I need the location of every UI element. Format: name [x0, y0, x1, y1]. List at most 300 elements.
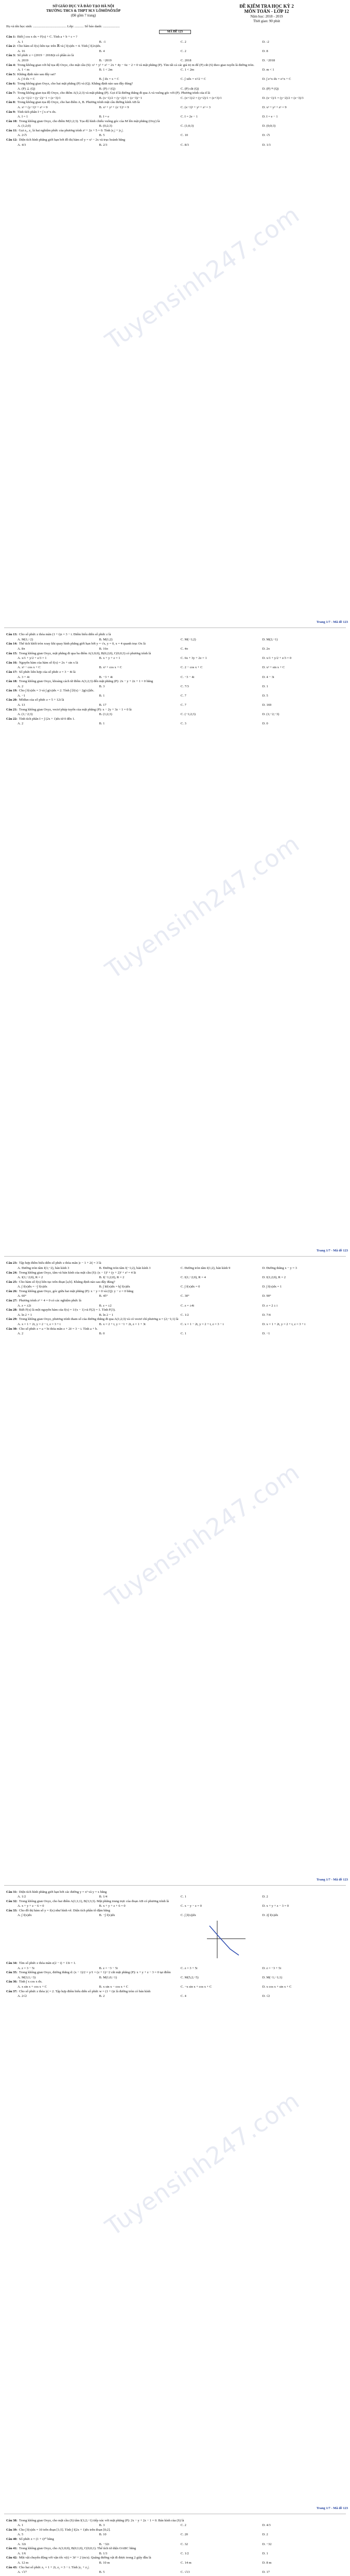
answer-option[interactable]: B. 0: [99, 1332, 105, 1336]
answer-option[interactable]: D. ∫ f(x)dx = 1: [262, 1285, 282, 1289]
answer-option[interactable]: A. 16: [18, 49, 25, 53]
answer-option[interactable]: D. 2π: [262, 647, 270, 651]
question: [6, 1909, 344, 1913]
answer-option[interactable]: C. I = 2e − 1: [181, 115, 198, 119]
answer-option[interactable]: C. 2: [181, 2523, 186, 2528]
answer-option[interactable]: C. (1;0;3): [181, 124, 194, 128]
question-text: Trong không gian Oxyz, cho mặt cầu (S) tâm I(1;2;−1) tiếp xúc với mặt phẳng (P): 2x − y + 2z − 1 = 0. Bán kính của (S) là: [19, 2518, 184, 2522]
answer-option[interactable]: D. (P) ≡ (Q): [262, 87, 279, 91]
answer-option[interactable]: B. z = ±2: [99, 1303, 112, 1308]
question-number: Câu 20:: [6, 698, 18, 702]
question: [6, 54, 344, 58]
exam-info-strong: ĐỀ KIỂM TRA HỌC KỲ 2: [239, 4, 294, 9]
question-number: Câu 19:: [6, 689, 18, 693]
answer-option[interactable]: A. 1 < m: [18, 68, 30, 72]
answer-option[interactable]: B. x + y + z = 1: [99, 656, 120, 660]
answer-option[interactable]: A. x/1 + y/2 + z/3 = 1: [18, 656, 47, 660]
exam-info-strong: MÔN TOÁN - LỚP 12: [244, 9, 289, 14]
answer-option[interactable]: B. 17: [99, 703, 107, 707]
answer-options: [6, 722, 344, 726]
answer-options: [6, 1294, 344, 1299]
answer-option[interactable]: A. 2: [18, 684, 24, 688]
question: [6, 82, 344, 87]
answer-option[interactable]: A. I = 1: [18, 115, 28, 119]
question-text: Tính tích phân I = ∫ (2x + 1)dx từ 0 đến 1.: [19, 717, 75, 721]
question-text: Cho ∫ f(x)dx = 10 trên đoạn [1;5]. Tính ∫ f(2x + 1)dx trên đoạn [0;2].: [19, 2528, 111, 2532]
answer-option[interactable]: B. 10: [99, 2533, 107, 2537]
answer-option[interactable]: C. 4π: [181, 647, 188, 651]
question: [6, 120, 344, 124]
answer-option[interactable]: C. 2018: [181, 58, 191, 62]
answer-option[interactable]: B. Đường tròn tâm I(−1;2), bán kính 3: [99, 1266, 151, 1270]
answer-option[interactable]: A. ∫ 0 dx = C: [18, 77, 35, 81]
question-number: Câu 16:: [6, 660, 18, 665]
exam-page: [6, 633, 344, 726]
answer-option[interactable]: D. x + y + z − 3 = 0: [262, 1904, 289, 1908]
question-number: Câu 29:: [6, 1317, 18, 1321]
answer-option[interactable]: A. 2√5: [18, 133, 27, 138]
question: [6, 1980, 344, 1985]
question: [6, 670, 344, 675]
answer-option[interactable]: A. 12 m: [18, 2561, 29, 2565]
answer-option[interactable]: A. 5: [18, 2533, 24, 2537]
answer-option[interactable]: C. ∫ xdx = x²/2 + C: [181, 77, 206, 81]
answer-option[interactable]: B. (P) // (Q): [99, 87, 115, 91]
question-text: Cho số phức z = a + bi thỏa mãn z + 2z̄ = 3 − i. Tính a + b.: [19, 1327, 98, 1331]
question-text: Phương trình z² + 4 = 0 có các nghiệm phức là: [19, 1299, 81, 1303]
answer-option[interactable]: C. (P) cắt (Q): [181, 87, 199, 91]
question: [6, 100, 344, 105]
question: [6, 73, 344, 77]
answer-option[interactable]: B. 3: [99, 684, 105, 688]
answer-option[interactable]: B. 10 m: [99, 2561, 110, 2565]
answer-option[interactable]: B. x² + y² + (z−1)² = 9: [99, 105, 129, 109]
answer-options: [6, 1895, 344, 1900]
question: [6, 1299, 344, 1303]
page-footer: Trang 1/7 - Mã đề 123: [316, 620, 348, 624]
answer-option[interactable]: A. 2019: [18, 58, 28, 62]
answer-option[interactable]: C. M(5;2;−5): [181, 1975, 199, 1979]
answer-option[interactable]: A. M(1;−2): [18, 637, 33, 641]
answer-options: [6, 1994, 344, 1999]
question: [6, 1308, 344, 1313]
answer-option[interactable]: D. −2018: [262, 58, 275, 62]
question-text: Trong không gian Oxyz, cho hai mặt phẳng (P) và (Q). Khẳng định nào sau đây đúng?: [17, 81, 133, 86]
answer-option[interactable]: B. 5: [99, 2570, 105, 2574]
answer-option[interactable]: D. M(2;−1): [262, 637, 278, 641]
answer-option[interactable]: D. √5: [262, 133, 270, 138]
question-number: Câu 14:: [6, 642, 18, 646]
answer-option[interactable]: A. ∫ f(x)dx: [18, 1913, 32, 1918]
answer-option[interactable]: B. 45°: [99, 1294, 108, 1298]
answer-option[interactable]: C. 14 m: [181, 2561, 191, 2565]
answer-option[interactable]: D. 8: [262, 49, 268, 53]
answer-option[interactable]: A. M(3;1;−3): [18, 1975, 36, 1979]
answer-option[interactable]: C. M(−1;2): [181, 637, 196, 641]
answer-option[interactable]: B. x = 2 + t, y = −1 + 2t, z = 1 + 3t: [99, 1323, 146, 1327]
answer-option[interactable]: D. 90°: [262, 1294, 271, 1298]
exam-info: [189, 4, 344, 24]
answer-option[interactable]: D. z = 2 ± i: [262, 1303, 278, 1308]
question-number: Câu 25:: [6, 1280, 18, 1284]
answer-option[interactable]: C. ∫ f(x)dx = 0: [181, 1285, 200, 1289]
watermark-text: Tuyensinh247.com: [100, 1458, 305, 1613]
answer-option[interactable]: D. x = 1 + 2t, y = 2 + t, z = 3 + t: [262, 1323, 306, 1327]
answer-option[interactable]: D. 4 − 3i: [262, 675, 274, 679]
answer-option[interactable]: A. 60°: [18, 1294, 27, 1298]
answer-option[interactable]: C. (−1;2;3): [181, 713, 196, 717]
answer-option[interactable]: A. 32i: [18, 2542, 26, 2546]
answer-option[interactable]: A. ln 2 + 1: [18, 1313, 32, 1317]
answer-option[interactable]: D. 4/3: [262, 2523, 271, 2528]
answer-option[interactable]: B. z = −3 − 5i: [99, 1966, 118, 1970]
answer-option[interactable]: B. M(1;0;−1): [99, 1975, 117, 1979]
question-number: Câu 4:: [6, 63, 16, 67]
answer-option[interactable]: A. Đường tròn tâm I(1;−2), bán kính 3: [18, 1266, 69, 1270]
question-text: Trong không gian tọa độ Oxyz, cho điểm A(1;2;3) và mặt phẳng (P). Gọi d là đường thẳng đi qua A và vuông góc với (P). Phương trình của d là: [17, 91, 211, 95]
question-number: Câu 22:: [6, 717, 18, 721]
answer-option[interactable]: C. (x+1)/2 = (y+2)/1 = (z+3)/1: [181, 96, 222, 100]
question-number: Câu 42:: [6, 2556, 18, 2560]
answer-option[interactable]: B. 1/3: [99, 2551, 108, 2555]
question-number: Câu 17:: [6, 670, 18, 674]
question: [6, 698, 344, 703]
question-number: Câu 35:: [6, 1971, 18, 1975]
question-text: Cho đồ thị hàm số y = f(x) như hình vẽ. Diện tích phần tô đậm bằng: [19, 1908, 110, 1912]
question: [6, 2528, 344, 2533]
answer-options: [6, 2570, 344, 2575]
answer-option[interactable]: C. 30°: [181, 1294, 189, 1298]
question-text: Trong không gian Oxyz, cho hai điểm A(1;1;1), B(3;3;3). Mặt phẳng trung trực của đoạn AB có phương trình là: [19, 1899, 169, 1903]
question-text: Môđun của số phức z = 5 + 12i là: [19, 698, 64, 702]
answer-option[interactable]: A. x² − cos x + C: [18, 666, 41, 670]
answer-option[interactable]: B. 2: [99, 1994, 105, 1998]
exam-page: [6, 1261, 344, 1336]
answer-option[interactable]: D. x/1 + y/2 + z/3 = 0: [262, 656, 291, 660]
answer-option[interactable]: A. z = 3 − 5i: [18, 1966, 34, 1970]
question: [6, 2556, 344, 2561]
exam-info-line: Thời gian: 90 phút: [253, 19, 281, 23]
answer-option[interactable]: B. 5: [99, 133, 105, 138]
answer-options: [6, 703, 344, 708]
watermark-text: Tuyensinh247.com: [100, 829, 305, 984]
answer-option[interactable]: B. (x−1)/2 = (y−2)/1 = (z−3)/−1: [99, 96, 142, 100]
question-text: Số phức liên hợp của số phức z = 3 − 4i là: [19, 670, 76, 674]
question: [6, 129, 344, 133]
answer-options: [6, 2561, 344, 2566]
answer-option[interactable]: D. 8 m: [262, 2561, 272, 2565]
answer-option[interactable]: C. 20: [181, 2533, 188, 2537]
question: [6, 35, 344, 40]
question-text: Một vật chuyển động với vận tốc v(t) = 3t² + 2 (m/s). Quãng đường vật đi được trong 2 giây đầu là: [19, 2556, 151, 2560]
answer-option[interactable]: A. I(1;−2;0), R = 2: [18, 1276, 43, 1280]
answer-option[interactable]: D. I(1;2;0), R = 2: [262, 1276, 286, 1280]
answer-option[interactable]: C. 2: [181, 40, 186, 44]
answer-option[interactable]: D. Đường thẳng x − y = 3: [262, 1266, 297, 1270]
watermark-text: Tuyensinh247.com: [100, 2086, 305, 2242]
answer-option[interactable]: D. 169: [262, 703, 272, 707]
question-text: Trong không gian Oxyz, vectơ pháp tuyến của mặt phẳng (P): x − 2y + 3z − 1 = 0 là: [19, 707, 132, 711]
answer-options: [6, 1913, 344, 1918]
answer-option[interactable]: C. (x−1)² + y² + z² = 3: [181, 105, 211, 109]
question: [6, 138, 344, 143]
answer-option[interactable]: B. −3 + 4i: [99, 675, 113, 679]
answer-option[interactable]: B. I(−1;2;0), R = 2: [99, 1276, 125, 1280]
question-text: Trong không gian Oxyz, đường thẳng d: (x − 1)/2 = y/1 = (z + 1)/−2 cắt mặt phẳng (P): x + y + z − 3 = 0 tại điểm: [19, 1971, 171, 1975]
answer-option[interactable]: B. x² + cos x + C: [99, 666, 122, 670]
answer-option[interactable]: D. −32: [262, 2542, 272, 2546]
question-number: Câu 37:: [6, 1989, 18, 1993]
answer-option[interactable]: C. −x sin x + cos x + C: [181, 1985, 212, 1989]
answer-option[interactable]: C. x − y − z = 0: [181, 1904, 202, 1908]
answer-option[interactable]: A. (P) ⊥ (Q): [18, 87, 36, 91]
answer-option[interactable]: D. M(−1;−1;1): [262, 1975, 283, 1979]
exam-code: MÃ ĐỀ 123: [159, 30, 191, 34]
answer-options: [6, 2552, 344, 2556]
answer-option[interactable]: D. 1/3: [262, 143, 271, 147]
answer-option[interactable]: D. 0: [262, 722, 268, 726]
answer-option[interactable]: A. −1: [18, 693, 25, 698]
answer-option[interactable]: C. √13: [181, 2570, 190, 2574]
question: [6, 1900, 344, 1904]
answer-option[interactable]: A. 1: [18, 2523, 24, 2528]
answer-option[interactable]: B. 16π: [99, 647, 108, 651]
function-curve: [209, 1926, 239, 1955]
answer-option[interactable]: C. 7/3: [181, 684, 189, 688]
answer-option[interactable]: D. (0;0;3): [262, 124, 276, 128]
answer-option[interactable]: C. 32: [181, 2542, 188, 2546]
question-text: Trong không gian tọa độ Oxyz, cho hai điểm A, B. Phương trình mặt cầu đường kính AB là: [17, 100, 140, 105]
answer-option[interactable]: C. 1/2: [181, 2551, 189, 2555]
answer-option[interactable]: D. x cos x + sin x + C: [262, 1985, 292, 1989]
answer-option[interactable]: B. -1: [99, 40, 106, 44]
answer-options: [6, 96, 344, 101]
answer-option[interactable]: D. I = e − 1: [262, 115, 278, 119]
question-text: Diện tích hình phẳng giới hạn bởi các đường y = x³ và y = x bằng: [19, 1890, 107, 1894]
answer-option[interactable]: C. 7: [181, 703, 186, 707]
question-number: Câu 10:: [6, 119, 18, 123]
question-text: Trong không gian Oxyz, phương trình tham số của đường thẳng đi qua A(1;2;3) và có vectơ chỉ phương u = (2;−1;1) là: [19, 1317, 179, 1321]
page-separator: [4, 1256, 346, 1257]
question-number: Câu 27:: [6, 1299, 18, 1303]
answer-options: [6, 656, 344, 661]
answer-option[interactable]: C. I(1;−2;0), R = 4: [181, 1276, 206, 1280]
answer-option[interactable]: A. z = ±2i: [18, 1303, 31, 1308]
answer-option[interactable]: D. 17: [262, 2570, 270, 2574]
answer-option[interactable]: B. I = e: [99, 115, 110, 119]
question: [6, 708, 344, 713]
question-number: Câu 7:: [6, 91, 16, 95]
answer-options: [6, 1976, 344, 1980]
question: [6, 1971, 344, 1975]
question-text: Cho hai số phức z₁ = 1 + 2i, z₂ = 3 − i. Tính |z₁ + z₂|.: [19, 2565, 90, 2569]
answer-option[interactable]: B. (1;2;3): [99, 713, 112, 717]
question-number: Câu 9:: [6, 110, 16, 114]
answer-option[interactable]: B. ∫ dx = x + C: [99, 77, 119, 81]
question-text: Trong không gian Oxyz, cho điểm M(1;2;3). Tọa độ hình chiếu vuông góc của M lên mặt phẳng (Oxy) là: [19, 119, 160, 123]
answer-option[interactable]: C. 6x + 3y + 2z = 1: [181, 656, 207, 660]
answer-option[interactable]: D. x² + sin x + C: [262, 666, 285, 670]
answer-option[interactable]: A. 13: [18, 703, 25, 707]
question-number: Câu 18:: [6, 680, 18, 684]
answer-option[interactable]: A. (1;2;0): [18, 124, 31, 128]
question: [6, 680, 344, 684]
question: [6, 2519, 344, 2523]
answer-option[interactable]: C. 7: [181, 693, 186, 698]
answer-option[interactable]: B. −2019: [99, 58, 112, 62]
answer-option[interactable]: A. (1;−2;3): [18, 713, 33, 717]
answer-option[interactable]: C. 1 < 2m: [181, 68, 195, 72]
answer-option[interactable]: A. x² + (y−1)² + z² = 9: [18, 105, 48, 109]
exam-info-line: Năm học: 2018 - 2019: [250, 14, 283, 19]
question: [6, 1271, 344, 1276]
answer-option[interactable]: B. x sin x − cos x + C: [99, 1985, 129, 1989]
answer-option[interactable]: A. (x−1)/2 = (y−2)/−1 = (z−3)/1: [18, 96, 61, 100]
answer-option[interactable]: A. 1: [18, 40, 24, 44]
question-text: Nguyên hàm của hàm số f(x) = 2x + sin x là: [19, 660, 78, 665]
answer-option[interactable]: D. -2: [262, 40, 269, 44]
answer-options: [6, 1276, 344, 1280]
answer-option[interactable]: B. (0;2;3): [99, 124, 112, 128]
question-number: Câu 30:: [6, 1327, 18, 1331]
answer-option[interactable]: B. ∫ kf(x)dx = k∫ f(x)dx: [99, 1285, 130, 1289]
question-number: Câu 3:: [6, 54, 16, 58]
question-number: Câu 28:: [6, 1308, 18, 1312]
answer-option[interactable]: A. x = 1 + 2t, y = 2 − t, z = 3 + t: [18, 1323, 61, 1327]
answer-option[interactable]: B. ln 2 − 1: [99, 1313, 114, 1317]
answer-option[interactable]: C. 8/3: [181, 143, 189, 147]
answer-option[interactable]: C. 1: [181, 1332, 186, 1336]
answer-options: [6, 675, 344, 680]
question-text: Số phức z = (2019 − 2018i)i có phần ảo là: [17, 54, 74, 58]
question: [6, 2566, 344, 2570]
answer-options: [6, 685, 344, 689]
question-number: Câu 40:: [6, 2537, 18, 2541]
answer-option[interactable]: D. 1: [262, 2551, 268, 2555]
question-text: Trong không gian Oxyz, khoảng cách từ điểm A(1;2;3) đến mặt phẳng (P): 2x − y + 2z + 1 = 0 bằng: [19, 680, 153, 684]
answer-option[interactable]: A. 4/3: [18, 143, 26, 147]
answer-option[interactable]: B. M(1;2): [99, 637, 113, 641]
answer-option[interactable]: B. 1: [99, 722, 105, 726]
answer-option[interactable]: D. 5: [262, 693, 268, 698]
answer-option[interactable]: C. −3 − 4i: [181, 675, 195, 679]
answer-option[interactable]: A. 1/2: [18, 1895, 26, 1899]
answer-option[interactable]: C. 1/2: [181, 1313, 189, 1317]
question-text: Tìm số phức z thỏa mãn z(2 − i) + 13i = 1.: [19, 1961, 76, 1965]
answer-option[interactable]: A. x sin x + cos x + C: [18, 1985, 47, 1989]
answer-options: [6, 1323, 344, 1327]
answer-option[interactable]: D. ∫ e^x dx = e^x + C: [262, 77, 291, 81]
answer-option[interactable]: B. −∫ f(x)dx: [99, 1913, 115, 1918]
answer-option[interactable]: D. m < 1: [262, 68, 274, 72]
answer-option[interactable]: A. 2: [18, 722, 24, 726]
answer-option[interactable]: B. 2/3: [99, 143, 108, 147]
answer-option[interactable]: D. 2: [262, 1895, 268, 1899]
question: [6, 689, 344, 693]
answer-options: [6, 713, 344, 717]
answer-options: [6, 143, 344, 148]
answer-option[interactable]: C. 10: [181, 133, 188, 138]
question-number: Câu 5:: [6, 72, 16, 76]
answer-option[interactable]: C. 4: [181, 1994, 186, 1998]
answer-option[interactable]: C. z = ±4i: [181, 1303, 195, 1308]
question-number: Câu 24:: [6, 1270, 18, 1275]
answer-option[interactable]: A. √17: [18, 2570, 27, 2574]
answer-option[interactable]: D. −1: [262, 1332, 270, 1336]
question: [6, 1961, 344, 1966]
answer-option[interactable]: D. x² + y² + z² = 9: [262, 105, 287, 109]
school-line: (Đề gồm 7 trang): [71, 13, 96, 18]
question-number: Câu 23:: [6, 1261, 18, 1265]
answer-option[interactable]: D. (x−1)/1 = (y−2)/2 = (z−3)/3: [262, 96, 304, 100]
answer-option[interactable]: A. 1/6: [18, 2551, 26, 2555]
answer-options: [6, 49, 344, 54]
answer-option[interactable]: B. 1: [99, 693, 105, 698]
question: [6, 1290, 344, 1294]
answer-options: [6, 1304, 344, 1309]
answer-option[interactable]: C. 1: [181, 1895, 186, 1899]
answer-option[interactable]: B. x + y + z + 6 = 0: [99, 1904, 126, 1908]
answer-option[interactable]: A. 3 + 4i: [18, 675, 30, 679]
question: [6, 110, 344, 115]
answer-option[interactable]: D. 1: [262, 684, 268, 688]
answer-option[interactable]: C. Đường tròn tâm I(1;2), bán kính 9: [181, 1266, 231, 1270]
answer-option[interactable]: A. 8π: [18, 647, 25, 651]
answer-option[interactable]: A. ∫ f(x)dx = −∫ f(x)dx: [18, 1285, 47, 1289]
answer-options: [6, 2543, 344, 2547]
answer-option[interactable]: C. 3: [181, 722, 186, 726]
question-number: Câu 11:: [6, 128, 18, 132]
answer-options: [6, 666, 344, 670]
answer-option[interactable]: D. (1;−2;−3): [262, 713, 279, 717]
answer-options: [6, 2533, 344, 2537]
answer-option[interactable]: C. z = 3 + 5i: [181, 1966, 198, 1970]
answer-option[interactable]: C. ∫ |f(x)|dx: [181, 1913, 196, 1918]
answer-option[interactable]: A. 2: [18, 1332, 24, 1336]
answer-options: [6, 1904, 344, 1909]
exam-page: [6, 2519, 344, 2575]
exam-info-line: [189, 9, 344, 14]
answer-option[interactable]: B. 4: [99, 49, 105, 53]
question-number: Câu 31:: [6, 1890, 18, 1894]
question-text: Cho ∫ f(x)dx = 3 và ∫ g(x)dx = 2. Tính ∫ [f(x) − 2g(x)]dx.: [19, 689, 95, 693]
answer-option[interactable]: A. x + y + z − 6 = 0: [18, 1904, 44, 1908]
answer-options: [6, 115, 344, 120]
answer-option[interactable]: D. √2: [262, 1994, 270, 1998]
question: [6, 661, 344, 666]
question-text: Số phức z = (1 + i)¹⁰ bằng: [19, 2537, 54, 2541]
answer-option[interactable]: C. 2: [181, 49, 186, 53]
question-number: Câu 8:: [6, 100, 16, 105]
answer-option[interactable]: B. 1 < 2m: [99, 68, 113, 72]
answer-option[interactable]: B. 1/4: [99, 1895, 108, 1899]
question: [6, 1317, 344, 1322]
answer-option[interactable]: B. 3: [99, 2523, 105, 2528]
answer-option[interactable]: B. −32i: [99, 2542, 110, 2546]
answer-option[interactable]: A. 2√2: [18, 1994, 27, 1998]
question-number: Câu 26:: [6, 1289, 18, 1293]
answer-option[interactable]: C. 2 − cos x + C: [181, 666, 203, 670]
question-text: Trong không gian với hệ tọa độ Oxyz, cho mặt cầu (S): x² + y² + z² − 2x + 4y − 6z − 2 = 0 và mặt phẳng (P). Tìm tất cả các giá trị m để (P) cắt (S) theo giao tuyến là đường tròn.: [17, 63, 254, 67]
answer-option[interactable]: D. 7/4: [262, 1313, 271, 1317]
answer-option[interactable]: D. 2∫ f(x)dx: [262, 1913, 278, 1918]
answer-option[interactable]: C. x = 1 − 2t, y = 2 + t, z = 3 − t: [181, 1323, 224, 1327]
question-number: Câu 39:: [6, 2528, 18, 2532]
question: [6, 2547, 344, 2551]
watermark-text: Tuyensinh247.com: [100, 200, 305, 355]
answer-option[interactable]: D. 2: [262, 2533, 268, 2537]
answer-option[interactable]: D. z = −3 + 5i: [262, 1966, 282, 1970]
